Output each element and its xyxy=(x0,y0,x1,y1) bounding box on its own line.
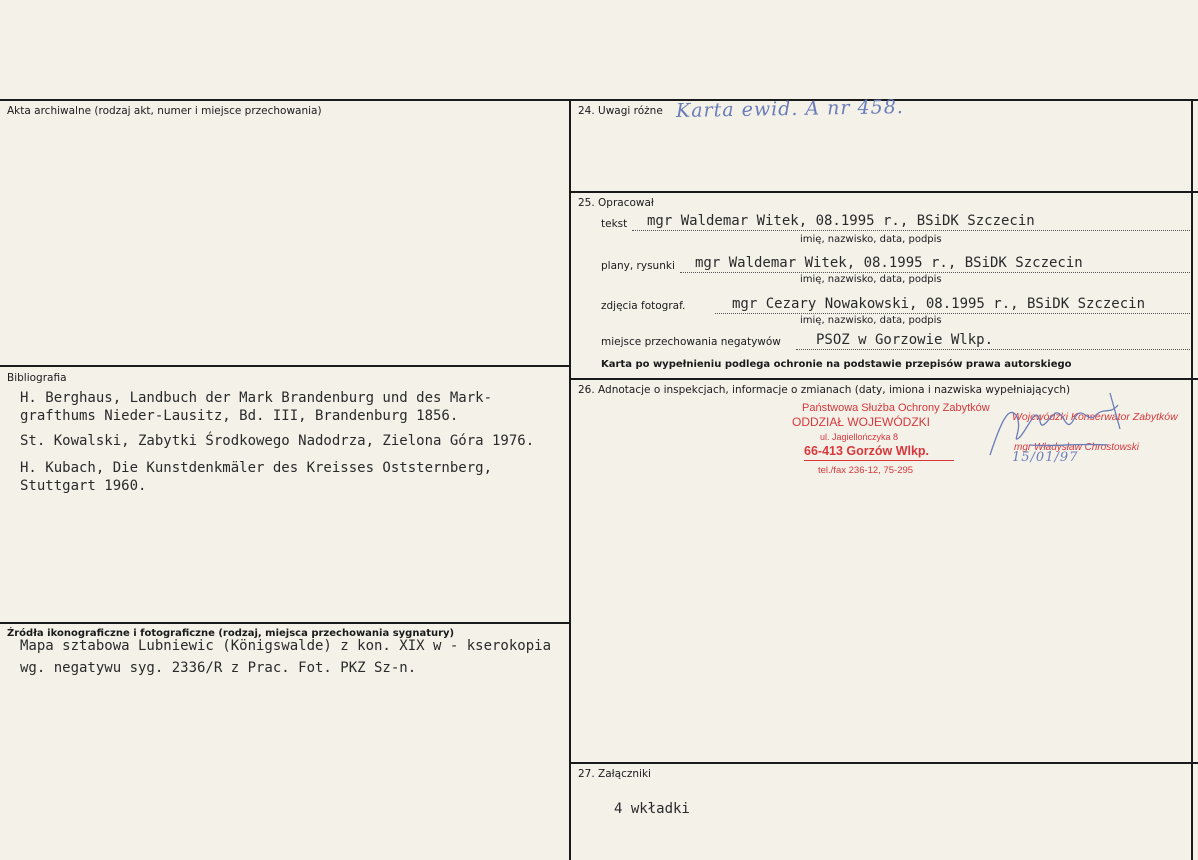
sources-entry-2: wg. negatywu syg. 2336/R z Prac. Fot. PKZ Sz-n. xyxy=(20,660,417,676)
sources-entry-1: Mapa sztabowa Lubniewic (Königswalde) z kon. XIX w - kserokopia xyxy=(20,638,552,654)
prepared-by-label: 25. Opracował xyxy=(578,197,654,209)
bibliography-entry-2: St. Kowalski, Zabytki Środkowego Nadodrza, Zielona Góra 1976. xyxy=(20,433,535,449)
remarks-label: 24. Uwagi różne xyxy=(578,105,663,117)
attachments-value: 4 wkładki xyxy=(614,801,690,817)
right-hrule-25 xyxy=(570,191,1198,193)
photo-author-line xyxy=(715,313,1190,314)
bibliography-label: Bibliografia xyxy=(7,372,67,384)
bibliography-entry-3b: Stuttgart 1960. xyxy=(20,478,147,494)
text-author-label: tekst xyxy=(601,218,628,230)
plans-author-caption: imię, nazwisko, data, podpis xyxy=(800,274,942,285)
attachments-label: 27. Załączniki xyxy=(578,768,651,780)
photo-author-label: zdjęcia fotograf. xyxy=(601,300,686,312)
office-stamp xyxy=(790,402,990,482)
office-stamp-line-2: ODDZIAŁ WOJEWÓDZKI xyxy=(792,415,930,429)
conservator-stamp-line-2: mgr Władysław Chrostowski xyxy=(1014,442,1140,453)
office-stamp-line-4: 66-413 Gorzów Wlkp. xyxy=(804,444,930,458)
text-author-value: mgr Waldemar Witek, 08.1995 r., BSiDK Szczecin xyxy=(647,213,1035,229)
office-stamp-line-3: ul. Jagiellończyka 8 xyxy=(820,432,899,442)
annotations-label: 26. Adnotacje o inspekcjach, informacje o zmianach (daty, imiona i nazwiska wypełniających) xyxy=(578,384,1071,396)
negatives-line xyxy=(796,349,1190,350)
plans-author-line xyxy=(680,272,1190,273)
top-rule xyxy=(0,99,1198,101)
plans-author-value: mgr Waldemar Witek, 08.1995 r., BSiDK Szczecin xyxy=(695,255,1083,271)
office-stamp-line-1: Państwowa Służba Ochrony Zabytków xyxy=(802,402,990,414)
left-hrule-sources xyxy=(0,622,570,624)
right-edge-rule xyxy=(1191,99,1193,860)
right-hrule-27 xyxy=(570,762,1198,764)
text-author-caption: imię, nazwisko, data, podpis xyxy=(800,234,942,245)
sources-label: Źródła ikonograficzne i fotograficzne (rodzaj, miejsca przechowania sygnatury) xyxy=(7,628,455,639)
text-author-line xyxy=(632,230,1190,231)
bibliography-entry-1b: grafthums Nieder-Lausitz, Bd. III, Brandenburg 1856. xyxy=(20,408,459,424)
copyright-note: Karta po wypełnieniu podlega ochronie na podstawie przepisów prawa autorskiego xyxy=(601,359,1072,370)
conservator-stamp-line-1: Wojewódzki Konserwator Zabytków xyxy=(1012,411,1178,423)
bibliography-entry-3a: H. Kubach, Die Kunstdenkmäler des Kreisses Oststernberg, xyxy=(20,460,493,476)
photo-author-value: mgr Cezary Nowakowski, 08.1995 r., BSiDK Szczecin xyxy=(732,296,1146,312)
signature-date: 15/01/97 xyxy=(1012,450,1079,465)
middle-vertical-rule xyxy=(569,99,571,860)
remarks-handwritten: Karta ewid. A nr 458. xyxy=(675,96,905,122)
right-hrule-26 xyxy=(570,378,1198,380)
office-stamp-line-5: tel./fax 236-12, 75-295 xyxy=(818,465,914,476)
negatives-value: PSOZ w Gorzowie Wlkp. xyxy=(816,332,994,348)
negatives-label: miejsce przechowania negatywów xyxy=(601,336,781,348)
plans-author-label: plany, rysunki xyxy=(601,260,675,272)
bibliography-entry-1a: H. Berghaus, Landbuch der Mark Brandenburg und des Mark- xyxy=(20,390,493,406)
office-stamp-underline xyxy=(804,460,954,461)
archive-label: Akta archiwalne (rodzaj akt, numer i miejsce przechowania) xyxy=(7,105,322,117)
photo-author-caption: imię, nazwisko, data, podpis xyxy=(800,315,942,326)
left-hrule-bibliography xyxy=(0,365,570,367)
